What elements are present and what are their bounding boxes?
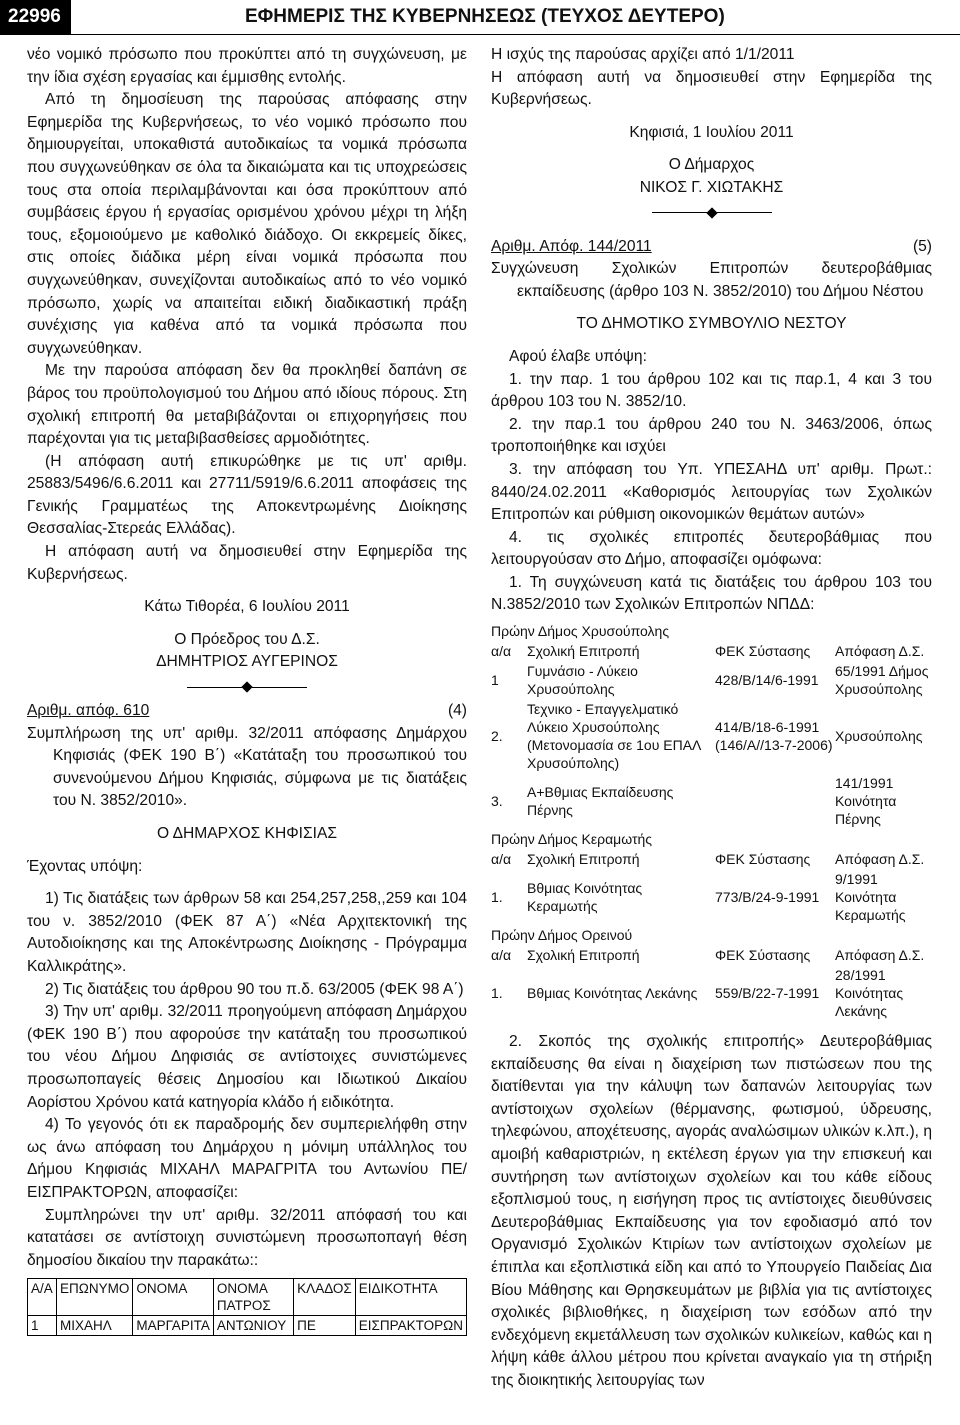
- table-header: Α/Α: [28, 1279, 57, 1316]
- table-header: ΟΝΟΜΑ ΠΑΤΡΟΣ: [213, 1279, 293, 1316]
- table-cell: Βθμιας Κοινότητας Λεκάνης: [527, 985, 698, 1002]
- table-header: ΕΠΩΝΥΜΟ: [57, 1279, 133, 1316]
- paragraph: Η απόφαση αυτή να δημοσιευθεί στην Εφημερίδα της Κυβερνήσεως.: [491, 68, 932, 109]
- signer-name: ΝΙΚΟΣ Γ. ΧΙΩΤΑΚΗΣ: [639, 178, 784, 196]
- decision-ref: [27, 700, 467, 723]
- group-title: Πρώην Δήμος Ορεινού: [491, 927, 633, 944]
- paragraph: Με την παρούσα απόφαση δεν θα προκληθεί δαπάνη σε βάρος του προϋπολογισμού του Δήμου από ιδίους πόρους. Στη σχολική επιτροπή θα μεταβιβάζονται οι επιχορηγήσεις που παρέχονται για τις μεταβιβασθείσες αρμοδιότητες.: [27, 362, 467, 448]
- consideration: 1. την παρ. 1 του άρθρου 102 και τις παρ.1, 4 και 3 του άρθρου 103 του Ν. 3852/10.: [491, 370, 932, 411]
- table-cell: 2.: [491, 728, 503, 745]
- decision-index: (4): [447, 702, 467, 720]
- table-header-row: [491, 945, 932, 965]
- group-title: Πρώην Δήμος Χρυσούπολης: [491, 623, 670, 640]
- table-cell: ΕΙΣΠΡΑΚΤΟΡΩΝ: [355, 1316, 466, 1336]
- table-row: [491, 965, 932, 1021]
- table-header-row: [491, 641, 932, 661]
- table-cell: Α+Βθμιας Εκπαίδευσης Πέρνης: [527, 784, 674, 819]
- decision-number: Αριθμ. Απόφ. 144/2011: [491, 237, 652, 255]
- table-header-row: [491, 849, 932, 869]
- table-cell: 1.: [491, 985, 503, 1002]
- table-cell: Χρυσούπολης: [835, 728, 923, 745]
- consideration: 4. τις σχολικές επιτροπές δευτεροβάθμιας που λειτουργούσαν στο Δήμο, αποφασίζει ομόφωνα:: [491, 528, 932, 569]
- having-regard: Αφού έλαβε υπόψη:: [509, 347, 647, 365]
- table-cell: Βθμιας Κοινότητας Κεραμωτής: [527, 880, 643, 915]
- separator-ornament: [27, 676, 467, 698]
- decision-item: 2. Σκοπός της σχολικής επιτροπής» Δευτεροβάθμιας εκπαίδευσης θα είναι η διαχείριση των πιστώσεων που της διατίθενται για την κάλυψη των δαπανών λειτουργίας των αντίστοιχων σχολείων (θέρμανσης, φωτισμού, ύδρευσης, τηλεφώνου, αποχέτευσης, αγοράς αναλώσιμων υλικών κ.λπ.), η αμοιβή καθαριστριών, η εκτέλεση έργων για την επισκευή και συντήρηση των αντίστοιχων σχολείων και του κάθε είδους εξοπλισμού τους, η εισήγηση προς τις αντίστοιχες διευθύνσεις Δευτεροβάθμιας Εκπαίδευσης για τον εφοδιασμό από τον Οργανισμό Σχολικών Κτιρίων των αντίστοιχων σχολείων με έπιπλα και εξοπλιστικά είδη και από το Υπουργείο Παιδείας Δια Βίου Μάθησης και Θρησκευμάτων με βιβλία για τις αντίστοιχες σχολικές βιβλιοθήκες, η διαχείριση των εσόδων από την ενδεχόμενη εκμετάλλευση των σχολικών κυλικείων, καθώς και η λήψη κάθε άλλου μέτρου που κρίνεται αναγκαίο για τη στήριξη της διοικητικής λειτουργίας των: [491, 1033, 932, 1389]
- consideration: 4) Το γεγονός ότι εκ παραδρομής δεν συμπεριελήφθη στην ως άνω απόφαση του Δημάρχου η μόνιμη υπάλληλος του Δήμου Κηφισιάς ΜΙΧΑΗΛ ΜΑΡΑΓΡΙΤΑ του Αντωνίου ΠΕ/ΕΙΣΠΡΑΚΤΟΡΩΝ, αποφασίζει:: [27, 1116, 467, 1201]
- paragraph: νέο νομικό πρόσωπο που προκύπτει από τη συγχώνευση, με την ίδια σχέση εργασίας και έμμισθης εντολής.: [27, 46, 467, 86]
- table-cell: 559/Β/22-7-1991: [715, 985, 820, 1002]
- table-row: [491, 773, 932, 829]
- table-cell: 9/1991 Κοινότητα Κεραμωτής: [835, 871, 906, 924]
- right-column: [491, 44, 932, 1393]
- page-header: [0, 0, 960, 35]
- separator-ornament: [491, 202, 932, 224]
- table-cell: Τεχνικο - Επαγγελματικό Λύκειο Χρυσούπολης (Μετονομασία σε 1ου ΕΠΑΛ Χρυσούπολης): [527, 701, 701, 772]
- table-cell: [715, 773, 835, 829]
- table-row: [491, 869, 932, 925]
- table-cell: ΑΝΤΩΝΙΟΥ: [213, 1316, 293, 1336]
- issuing-authority: Ο ΔΗΜΑΡΧΟΣ ΚΗΦΙΣΙΑΣ: [156, 825, 338, 842]
- decision-subject: Συγχώνευση Σχολικών Επιτροπών δευτεροβάθμιας εκπαίδευσης (άρθρο 103 Ν. 3852/2010) του Δήμου Νέστου: [491, 260, 932, 300]
- table-cell: 414/Β/18-6-1991 (146/Α//13-7-2006): [715, 719, 833, 754]
- table-header: Απόφαση Δ.Σ.: [835, 851, 925, 868]
- table-row: [491, 661, 932, 699]
- staff-table: [27, 1278, 467, 1336]
- table-cell: ΠΕ: [294, 1316, 356, 1336]
- table-cell: 1.: [491, 889, 503, 906]
- place-date: Κηφισιά, 1 Ιουλίου 2011: [629, 123, 794, 141]
- table-cell: 428/Β/14/6-1991: [715, 672, 819, 689]
- table-header: Σχολική Επιτροπή: [527, 643, 640, 660]
- table-header: α/α: [491, 947, 512, 964]
- having-regard: Έχοντας υπόψη:: [27, 857, 143, 875]
- page-number: 22996: [0, 0, 71, 34]
- consideration: 2. την παρ.1 του άρθρου 240 του Ν. 3463/2006, όπως τροποποιήθηκε και ισχύει: [491, 415, 932, 456]
- table-header: ΟΝΟΜΑ: [133, 1279, 213, 1316]
- table-cell: ΜΑΡΓΑΡΙΤΑ: [133, 1316, 213, 1336]
- table-cell: ΜΙΧΑΗΛ: [57, 1316, 133, 1336]
- signer-name: ΔΗΜΗΤΡΙΟΣ ΑΥΓΕΡΙΝΟΣ: [156, 653, 338, 671]
- consideration: 3. την απόφαση του Υπ. ΥΠΕΣΑΗΔ υπ' αριθμ. Πρωτ.: 8440/24.02.2011 «Καθορισμός λειτουργίας των Σχολικών Επιτροπών και ρύθμιση οικονομικών θεμάτων αυτών»: [491, 460, 932, 524]
- table-cell: 28/1991 Κοινότητας Λεκάνης: [835, 967, 904, 1020]
- signer-role: Ο Πρόεδρος του Δ.Σ.: [174, 630, 320, 648]
- paragraph: Η απόφαση αυτή να δημοσιευθεί στην Εφημερίδα της Κυβερνήσεως.: [27, 543, 467, 583]
- gazette-title: ΕΦΗΜΕΡΙΣ ΤΗΣ ΚΥΒΕΡΝΗΣΕΩΣ (ΤΕΥΧΟΣ ΔΕΥΤΕΡΟ): [245, 6, 725, 27]
- table-cell: 3.: [491, 793, 503, 810]
- consideration: 1) Τις διατάξεις των άρθρων 58 και 254,257,258,,259 και 104 του ν. 3852/2010 (ΦΕΚ 87 Α΄) «Νέα Αρχιτεκτονική της Αυτοδιοίκησης και της Αποκέντρωσης Διοίκησης - Πρόγραμμα Καλλικράτης».: [27, 890, 467, 975]
- table-header: Απόφαση Δ.Σ.: [835, 643, 925, 660]
- table-cell: Γυμνάσιο - Λύκειο Χρυσούπολης: [527, 663, 638, 698]
- table-header: ΚΛΑΔΟΣ: [294, 1279, 356, 1316]
- table-row: [28, 1316, 467, 1336]
- table-header: ΕΙΔΙΚΟΤΗΤΑ: [355, 1279, 466, 1316]
- committees-table: [491, 621, 932, 1021]
- group-title: Πρώην Δήμος Κεραμωτής: [491, 831, 653, 848]
- decision-index: (5): [912, 237, 932, 255]
- decision-ref: [491, 236, 932, 259]
- table-header: Σχολική Επιτροπή: [527, 947, 640, 964]
- table-cell: 773/Β/24-9-1991: [715, 889, 820, 906]
- table-header: Σχολική Επιτροπή: [527, 851, 640, 868]
- table-header-row: [28, 1279, 467, 1316]
- decision-number: Αριθμ. απόφ. 610: [27, 702, 150, 720]
- table-header: α/α: [491, 643, 512, 660]
- paragraph: Από τη δημοσίευση της παρούσας απόφασης στην Εφημερίδα της Κυβερνήσεως, το νέο νομικό πρόσωπο που δημιουργείται, υποκαθιστά αυτοδικαίως τα νομικά πρόσωπα που συγχωνεύθηκαν σε όλα τα δικαιώματα και τις υποχρεώσεις τους στα οποία περιλαμβάνονται και όσα προκύπτουν από συμβάσεις έργου ή εργασίας ορισμένου χρόνου μέχρι τη λήξη τους, εξομοιούμενο με καθολικό διάδοχο. Οι εκκρεμείς δίκες, στις οποίες διάδικα μέρη είναι νομικά πρόσωπα που συγχωνεύθηκαν, συνεχίζονται αυτοδικαίως από το νέο νομικό πρόσωπο, χωρίς να απαιτείται ειδική διαδικαστική πράξη συνέχισης για καθένα από τα νομικά πρόσωπα που συγχωνεύθηκαν.: [27, 91, 467, 357]
- left-column: [27, 44, 467, 1336]
- issuing-authority: ΤΟ ΔΗΜΟΤΙΚΟ ΣΥΜΒΟΥΛΙΟ ΝΕΣΤΟΥ: [576, 315, 847, 333]
- table-cell: 1: [28, 1316, 57, 1336]
- signer-role: Ο Δήμαρχος: [668, 156, 755, 174]
- table-header: ΦΕΚ Σύστασης: [715, 947, 811, 964]
- paragraph: (Η απόφαση αυτή επικυρώθηκε με τις υπ' αριθμ. 25883/5496/6.6.2011 και 27711/5919/6.6.2011 αποφάσεις της Γενικής Γραμματέως της Αποκεντρωμένης Διοίκησης Θεσσαλίας-Στερεάς Ελλάδας).: [27, 452, 467, 538]
- decision-text: Συμπληρώνει την υπ' αριθμ. 32/2011 απόφασή του και κατατάσει σε αντίστοιχη συνιστώμενη προσωποπαγή θέση δημοσίου δικαίου την παρακάτω::: [27, 1206, 467, 1269]
- table-row: [491, 699, 932, 773]
- consideration: 2) Τις διατάξεις του άρθρου 90 του π.δ. 63/2005 (ΦΕΚ 98 Α΄): [45, 980, 464, 998]
- table-cell: 1: [491, 672, 499, 689]
- paragraph: Η ισχύς της παρούσας αρχίζει από 1/1/2011: [491, 46, 795, 63]
- consideration: 3) Την υπ' αριθμ. 32/2011 προηγούμενη απόφαση Δημάρχου (ΦΕΚ 190 Β΄) που αφορούσε την κατάταξη του προσωπικού του νέου Δήμου Δηφισιάς σε αντίστοιχες συνιστώμενες προσωποπαγείς θέσεις Δημοσίου και Ιδιωτικού Δικαίου Αορίστου Χρόνου κατά κατηγορία κλάδο ή ειδικότητα.: [27, 1003, 467, 1111]
- table-header: ΦΕΚ Σύστασης: [715, 643, 811, 660]
- table-cell: 65/1991 Δήμος Χρυσούπολης: [835, 663, 929, 698]
- decision-item: 1. Τη συγχώνευση κατά τις διατάξεις του άρθρου 103 του Ν.3852/2010 των Σχολικών Επιτροπών ΝΠΔΔ:: [491, 573, 932, 614]
- place-date: Κάτω Τιθορέα, 6 Ιουλίου 2011: [144, 598, 350, 616]
- table-header: ΦΕΚ Σύστασης: [715, 851, 811, 868]
- table-header: α/α: [491, 851, 512, 868]
- decision-subject: Συμπλήρωση της υπ' αριθμ. 32/2011 απόφασης Δημάρχου Κηφισιάς (ΦΕΚ 190 Β΄) «Κατάταξη του προσωπικού του συνενούμενου Δήμου Κηφισιάς, σύμφωνα με τις διατάξεις του Ν. 3852/2010».: [27, 724, 467, 810]
- table-cell: 141/1991 Κοινότητα Πέρνης: [835, 775, 897, 828]
- table-header: Απόφαση Δ.Σ.: [835, 947, 925, 964]
